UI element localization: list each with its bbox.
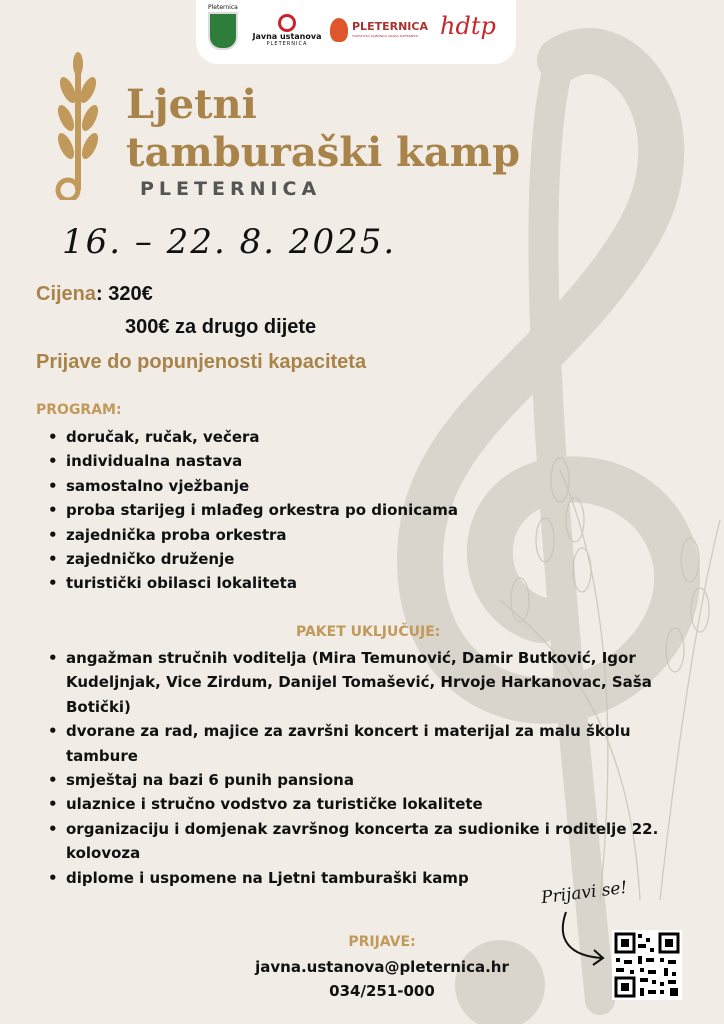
signup-cta: Prijavi se! [540,877,629,909]
list-item: • angažman stručnih voditelja (Mira Temunović, Damir Butković, Igor Kudeljnjak, Vice Zirdum, Danijel Tomašević, Hrvoje Harkanovac, Saša Botički) [36,646,686,719]
title-line-1: Ljetni [126,81,257,128]
price-value: : 320€ [96,283,153,305]
title-line-3: PLETERNICA [140,178,322,200]
signup-email[interactable]: javna.ustanova@pleternica.hr [255,958,509,976]
price-line [36,283,153,306]
list-item: • proba starijeg i mlađeg orkestra po dionicama [36,498,596,522]
event-dates: 16. – 22. 8. 2025. [62,222,397,262]
list-item: • organizaciju i domjenak završnog koncerta za sudionike i roditelje 22. kolovoza [36,817,686,866]
logo-bar [196,0,516,64]
javna-ustanova-logo: Javna ustanova PLETERNICA [252,14,322,54]
pleternica-crest-logo: Pleternica [208,12,238,54]
list-item: • smještaj na bazi 6 punih pansiona [36,768,686,792]
wheat-icon [46,50,110,200]
list-item: • samostalno vježbanje [36,474,596,498]
program-list [36,425,596,596]
price-label: Cijena [36,283,97,305]
list-item: • individualna nastava [36,449,596,473]
list-item: • diplome i uspomene na Ljetni tamburaški kamp [36,866,686,890]
list-item: • zajedničko druženje [36,547,596,571]
capacity-note: Prijave do popunjenosti kapaciteta [36,351,367,373]
list-item: • dvorane za rad, majice za završni koncert i materijal za malu školu tambure [36,719,686,768]
list-item: • turistički obilasci lokaliteta [36,571,596,595]
program-heading: PROGRAM: [36,402,122,418]
tz-pleternica-logo: PLETERNICA TURISTIČKA ZAJEDNICA GRADA PLETERNICE [330,16,430,50]
price-second-child: 300€ za drugo dijete [125,316,317,338]
list-item: • zajednička proba orkestra [36,523,596,547]
signup-heading: PRIJAVE: [348,934,416,950]
list-item: • ulaznice i stručno vodstvo za turističke lokalitete [36,792,686,816]
package-list [36,646,686,890]
list-item: • doručak, ručak, večera [36,425,596,449]
title-line-2: tamburaški kamp [126,129,521,176]
signup-phone[interactable]: 034/251-000 [329,982,435,1000]
package-heading: PAKET UKLJUČUJE: [296,624,441,640]
hdtp-logo: hdtp [440,12,496,40]
